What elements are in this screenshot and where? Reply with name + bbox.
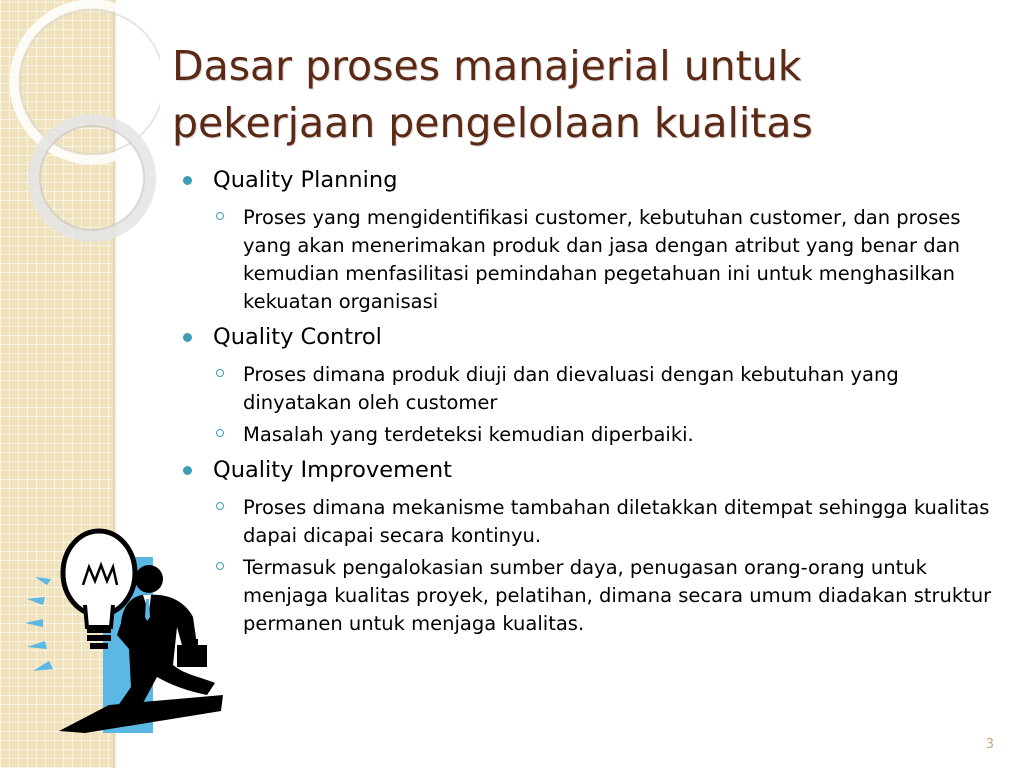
sub-bullet — [183, 494, 993, 550]
filled-circle-bullet-icon — [183, 333, 192, 342]
sub-bullet-text: Proses dimana mekanisme tambahan diletakkan ditempat sehingga kualitas dapai dicapai secara kontinyu. — [243, 496, 990, 547]
sub-bullet — [183, 421, 993, 449]
sub-bullet — [183, 554, 993, 638]
businessman-with-lightbulb-icon — [25, 527, 225, 737]
decorative-rings-icon — [0, 0, 160, 260]
hollow-circle-bullet-icon — [216, 212, 224, 220]
page-number: 3 — [985, 737, 994, 752]
hollow-circle-bullet-icon — [216, 429, 224, 437]
filled-circle-bullet-icon — [183, 176, 192, 185]
bullet-list — [183, 166, 993, 638]
sub-bullet-text: Proses yang mengidentifikasi customer, kebutuhan customer, dan proses yang akan menerimakan produk dan jasa dengan atribut yang benar dan kemudian menfasilitasi pemindahan pegetahuan ini untuk menghasilkan kekuatan organisasi — [243, 206, 961, 313]
bullet-label: Quality Planning — [213, 167, 398, 193]
slide-title: Dasar proses manajerial untuk pekerjaan pengelolaan kualitas — [172, 42, 813, 147]
sub-bullet — [183, 361, 993, 417]
hollow-circle-bullet-icon — [216, 369, 224, 377]
sub-bullet — [183, 204, 993, 316]
sub-bullet-text: Termasuk pengalokasian sumber daya, penugasan orang-orang untuk menjaga kualitas proyek, pelatihan, dimana secara umum diadakan struktur permanen untuk menjaga kualitas. — [243, 556, 992, 635]
bullet-label: Quality Improvement — [213, 457, 452, 483]
sub-bullet-text: Masalah yang terdeteksi kemudian diperbaiki. — [243, 423, 694, 446]
bullet-label: Quality Control — [213, 324, 382, 350]
filled-circle-bullet-icon — [183, 466, 192, 475]
bullet-quality-control — [183, 323, 993, 352]
sub-bullet-text: Proses dimana produk diuji dan dievaluasi dengan kebutuhan yang dinyatakan oleh customer — [243, 363, 899, 414]
hollow-circle-bullet-icon — [216, 502, 224, 510]
bullet-quality-improvement — [183, 456, 993, 485]
bullet-quality-planning — [183, 166, 993, 195]
